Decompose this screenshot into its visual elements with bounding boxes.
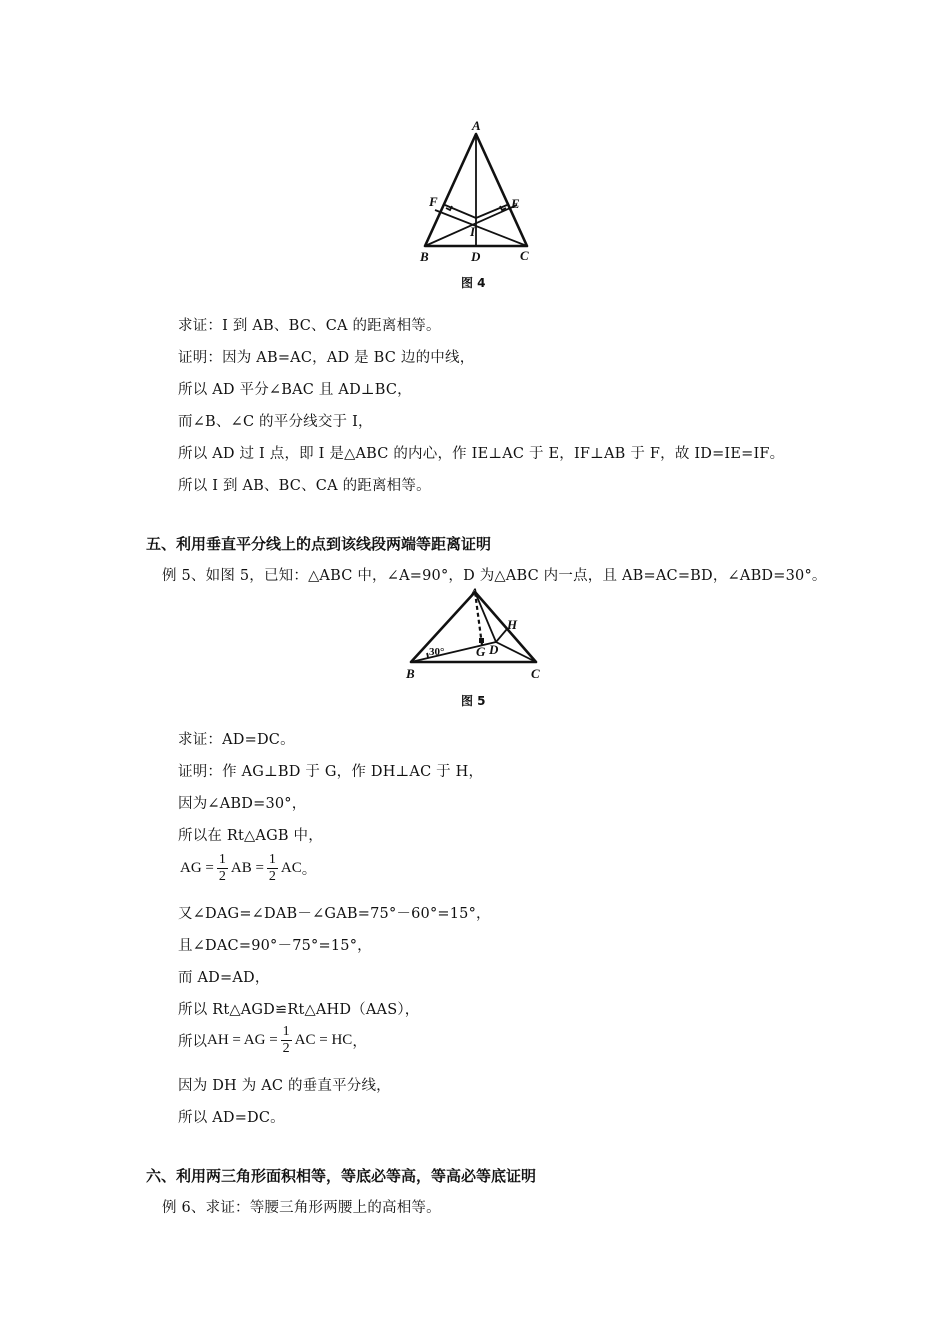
segment-dh <box>496 629 507 642</box>
fraction-denominator: 2 <box>268 868 276 884</box>
fraction-half <box>267 852 278 885</box>
label-b: B <box>420 249 429 264</box>
label-c: C <box>531 666 540 681</box>
figure-4 <box>410 115 540 295</box>
label-angle: 30° <box>429 646 445 658</box>
text-line: 所以 AD 平分∠BAC 且 AD⊥BC， <box>178 382 412 398</box>
text-line: 所以在 Rt△AGB 中， <box>178 828 323 844</box>
text-line: 因为 DH 为 AC 的垂直平分线， <box>178 1078 391 1094</box>
figure-4-caption: 图 4 <box>461 276 486 290</box>
angle-arc <box>427 653 428 658</box>
text-line: 又∠DAG=∠DAB－∠GAB=75°－60°=15°， <box>178 906 491 922</box>
eq2-end: ， <box>352 1033 367 1050</box>
equation-ag <box>180 848 316 888</box>
example-6: 例 6、求证：等腰三角形两腰上的高相等。 <box>162 1200 441 1216</box>
fraction-numerator: 1 <box>282 1023 290 1039</box>
section-5-heading: 五、利用垂直平分线上的点到该线段两端等距离证明 <box>146 535 492 553</box>
equation-ah <box>178 1020 367 1060</box>
fraction-numerator: 1 <box>218 851 226 867</box>
label-a: A <box>470 585 479 600</box>
label-a: A <box>472 118 481 133</box>
eq1-lhs: AG = <box>180 859 214 876</box>
eq1-end: 。 <box>301 861 317 878</box>
label-f: F <box>429 194 438 209</box>
text-line: 求证：AD=DC。 <box>178 732 295 748</box>
label-d: D <box>489 642 499 657</box>
segment-dc <box>496 642 536 662</box>
text-line: 求证：I 到 AB、BC、CA 的距离相等。 <box>178 318 441 334</box>
eq2-rhs: AC = HC <box>294 1031 353 1048</box>
eq1-rhs: AC <box>280 859 302 876</box>
label-i: I <box>470 224 476 239</box>
label-g: G <box>476 644 486 659</box>
label-h: H <box>507 617 518 632</box>
text-line: 且∠DAC=90°－75°=15°， <box>178 938 372 954</box>
label-b: B <box>406 666 415 681</box>
text-line: 所以 AD 过 I 点，即 I 是△ABC 的内心，作 IE⊥AC 于 E，IF⊥AB 于 F，故 ID=IE=IF。 <box>178 446 785 462</box>
figure-5-caption: 图 5 <box>461 694 486 708</box>
label-e: E <box>511 196 520 211</box>
text-line: 证明：因为 AB=AC，AD 是 BC 边的中线， <box>178 350 475 366</box>
fraction-half <box>217 852 228 885</box>
fraction-half <box>281 1024 292 1057</box>
text-line: 而∠B、∠C 的平分线交于 I， <box>178 414 373 430</box>
figure-5 <box>400 585 555 685</box>
section-6-heading: 六、利用两三角形面积相等，等底必等高，等高必等底证明 <box>146 1167 537 1185</box>
eq2-prefix: 所以 <box>178 1033 207 1050</box>
label-c: C <box>520 248 529 263</box>
text-line: 证明：作 AG⊥BD 于 G，作 DH⊥AC 于 H， <box>178 764 484 780</box>
eq2-lhs: AH = AG = <box>207 1031 278 1048</box>
text-line: 所以 Rt△AGD≌Rt△AHD（AAS）， <box>178 1002 420 1018</box>
example-5: 例 5、如图 5，已知：△ABC 中，∠A=90°，D 为△ABC 内一点，且 AB=AC=BD，∠ABD=30°。 <box>162 568 827 584</box>
text-line: 所以 AD=DC。 <box>178 1110 285 1126</box>
label-d: D <box>471 249 481 264</box>
text-line: 而 AD=AD， <box>178 970 270 986</box>
text-line: 所以 I 到 AB、BC、CA 的距离相等。 <box>178 478 431 494</box>
right-angle-g <box>479 638 484 643</box>
fraction-numerator: 1 <box>268 851 276 867</box>
eq1-mid: AB = <box>230 859 264 876</box>
text-line: 因为∠ABD=30°， <box>178 796 307 812</box>
fraction-denominator: 2 <box>282 1040 290 1056</box>
fraction-denominator: 2 <box>218 868 226 884</box>
